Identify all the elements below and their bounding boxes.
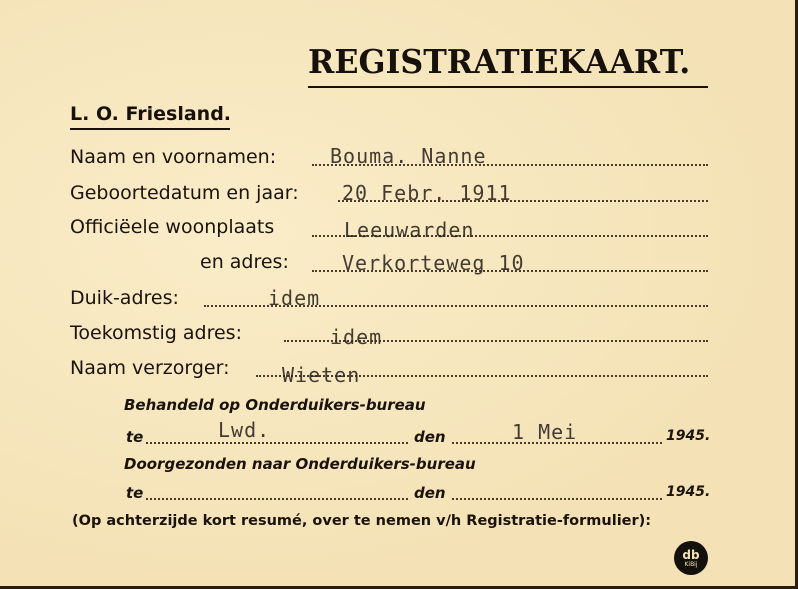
forwarded-den-dotted-line — [452, 498, 662, 500]
hiding-address-value: idem — [268, 286, 321, 310]
organization-label: L. O. Friesland. — [70, 103, 232, 125]
address-value: Verkorteweg 10 — [342, 251, 525, 275]
caretaker-label: Naam verzorger: — [70, 357, 230, 379]
caretaker-value: Wieten — [282, 363, 361, 387]
treated-year: 1945. — [666, 428, 711, 444]
future-address-label: Toekomstig adres: — [70, 322, 242, 344]
name-label: Naam en voornamen: — [70, 146, 277, 168]
stamp-top-text: db — [682, 547, 700, 562]
card-title: REGISTRATIEKAART. — [308, 42, 691, 81]
treated-heading: Behandeld op Onderduikers-bureau — [124, 396, 426, 414]
residence-label: Officiëele woonplaats — [70, 216, 275, 238]
birthdate-value: 20 Febr. 1911 — [342, 181, 512, 205]
forwarded-te-label: te — [126, 484, 144, 502]
archive-stamp — [674, 541, 708, 575]
residence-value: Leeuwarden — [344, 218, 475, 242]
forwarded-year: 1945. — [666, 484, 711, 500]
address-label: en adres: — [200, 251, 289, 273]
hiding-address-label: Duik-adres: — [70, 287, 179, 309]
future-address-value: idem — [330, 325, 383, 349]
treated-den-label: den — [414, 428, 446, 446]
treated-den-value: 1 Mei — [512, 420, 578, 444]
forwarded-den-label: den — [414, 484, 446, 502]
title-underline — [308, 86, 708, 88]
forwarded-te-dotted-line — [146, 498, 408, 500]
treated-te-dotted-line — [146, 442, 408, 444]
stamp-bottom-text: KiBij — [684, 560, 698, 568]
treated-te-value: Lwd. — [218, 418, 271, 442]
birthdate-label: Geboortedatum en jaar: — [70, 182, 299, 204]
organization-underline — [70, 128, 230, 130]
footer-note: (Op achterzijde kort resumé, over te nemen v/h Registratie-formulier): — [72, 513, 652, 529]
treated-te-label: te — [126, 428, 144, 446]
forwarded-heading: Doorgezonden naar Onderduikers-bureau — [124, 455, 476, 473]
name-value: Bouma. Nanne — [330, 144, 487, 168]
